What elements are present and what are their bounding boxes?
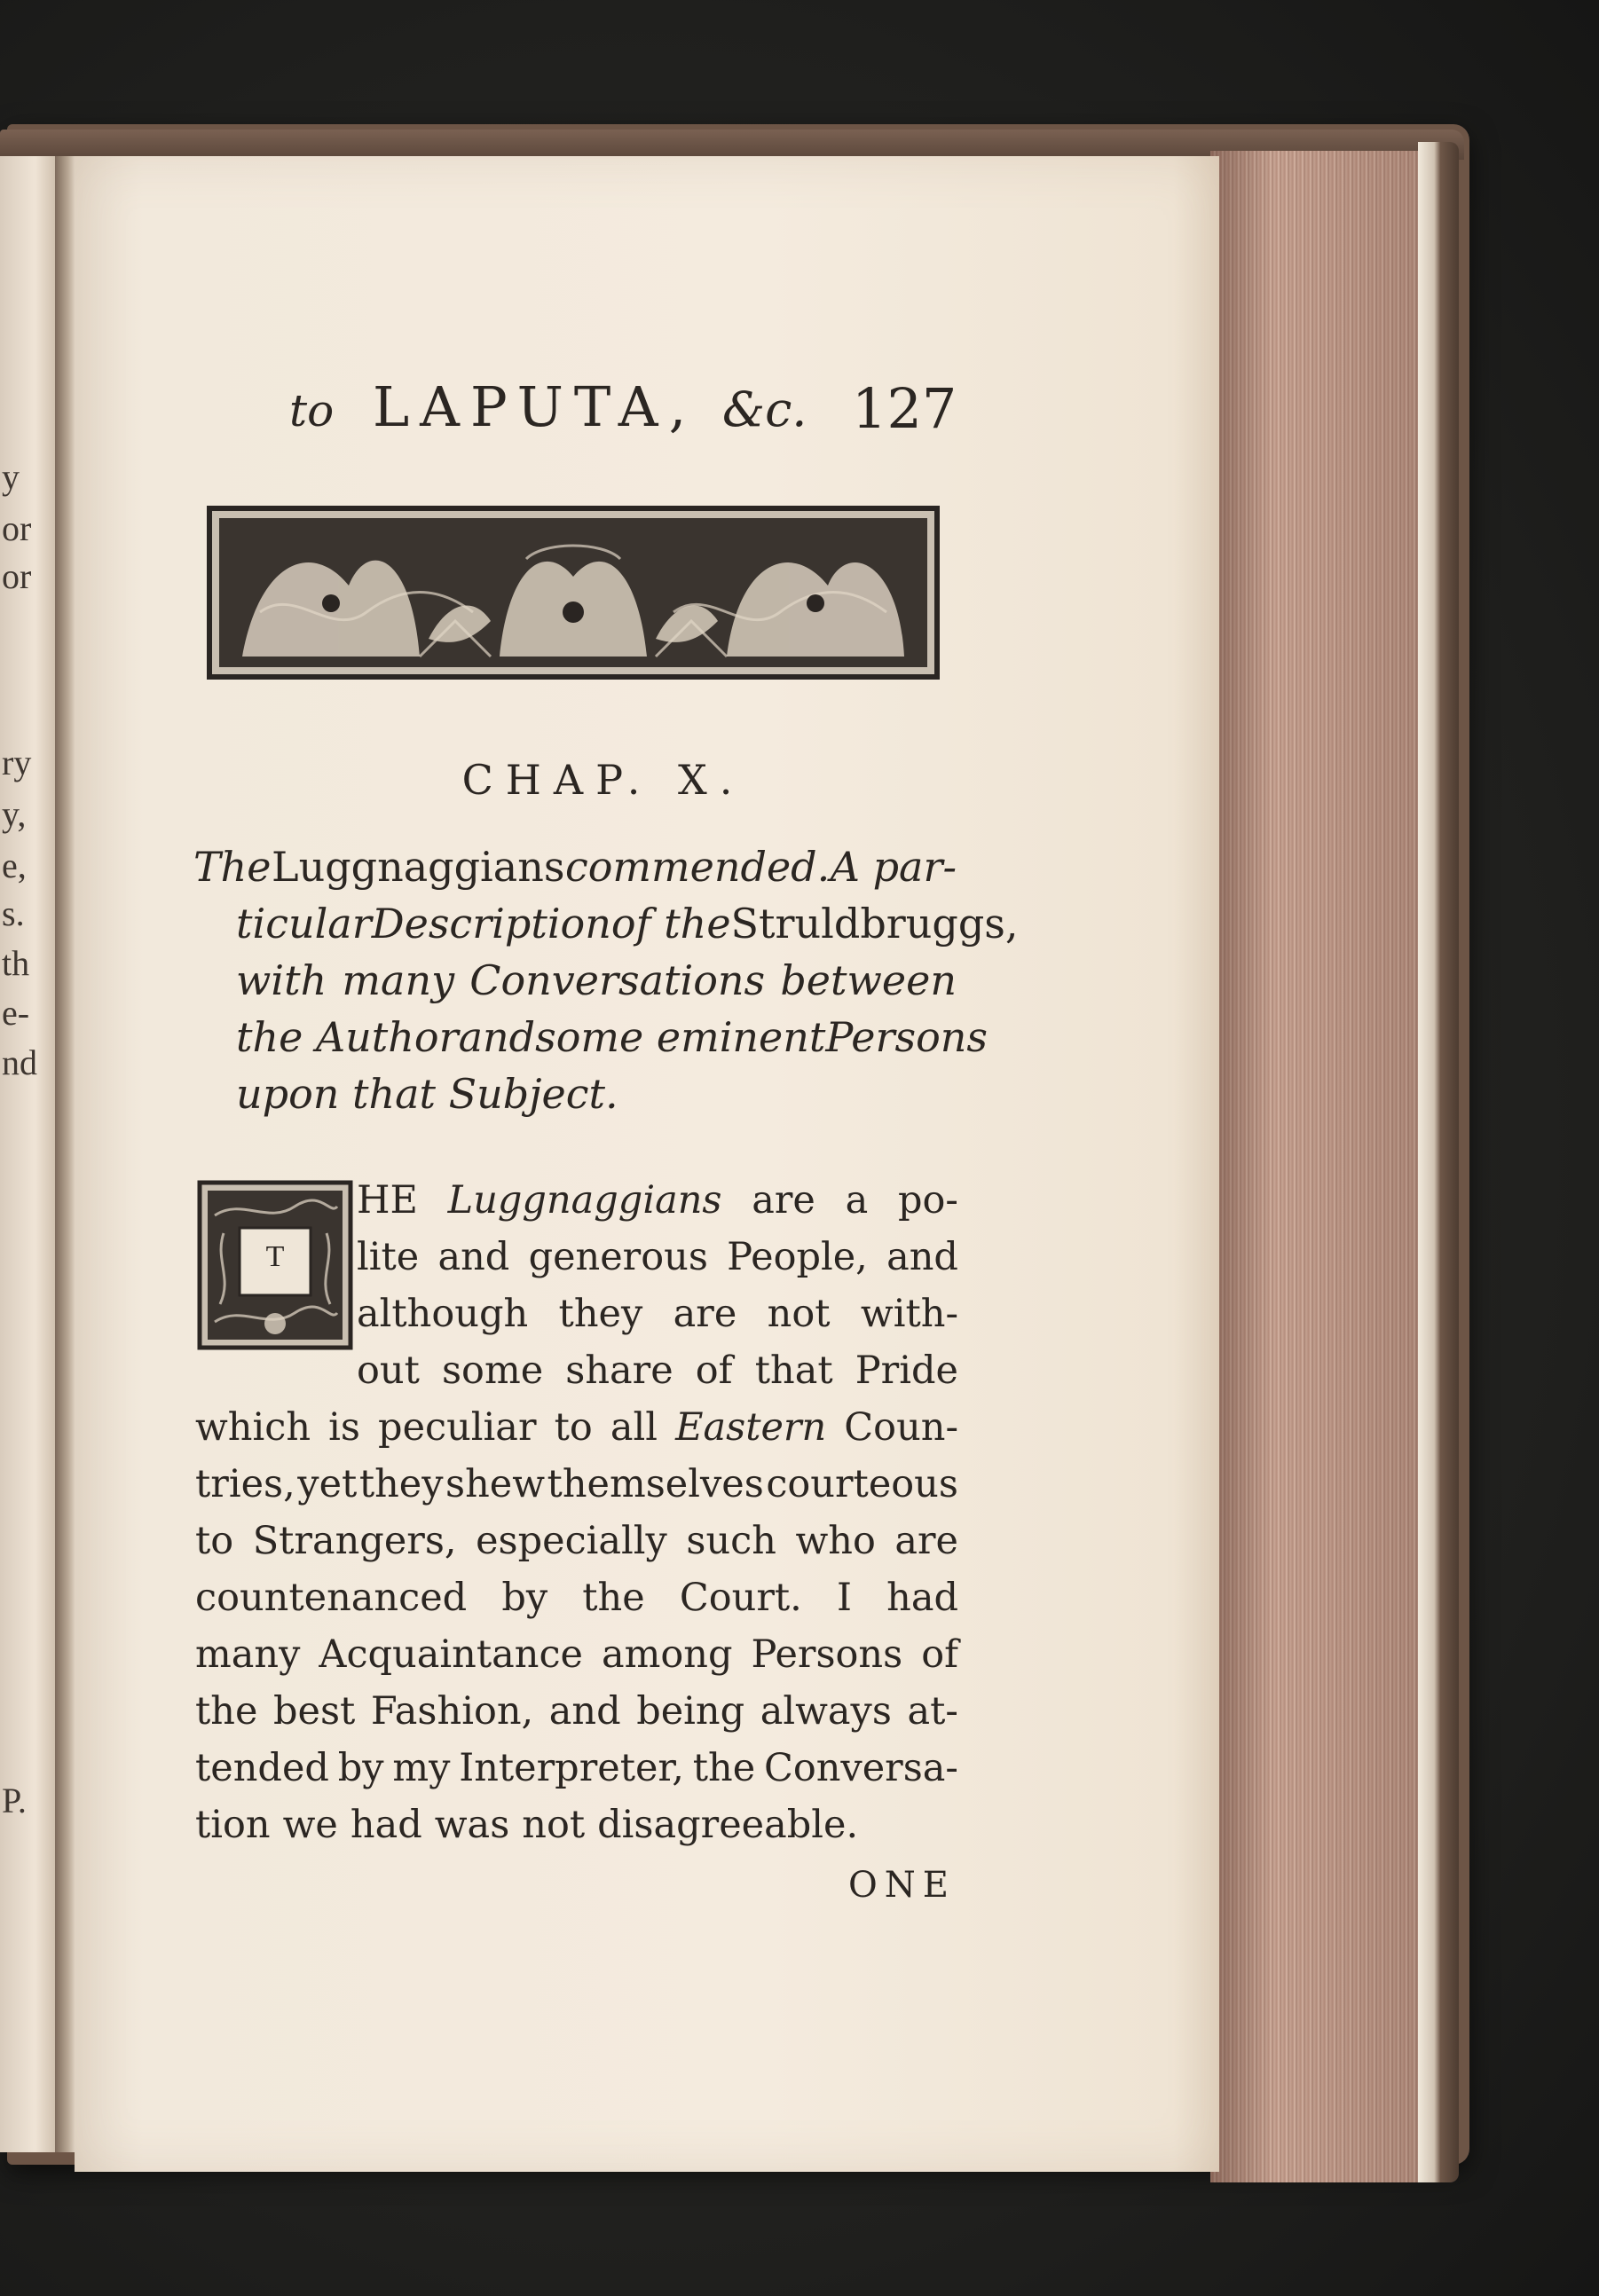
body-line: countenanced by the Court. I had	[195, 1576, 958, 1620]
chapter-heading: CHAP. X.	[461, 756, 745, 804]
left-page-text-fragment: ry	[2, 743, 32, 782]
body-line: tries, yet they shew themselves courteous	[195, 1462, 958, 1506]
summary-word: with	[236, 956, 327, 1004]
headpiece-ornament	[207, 506, 940, 680]
left-page-text-fragment: y,	[2, 794, 27, 834]
left-page-edge	[0, 156, 59, 2152]
summary-word: A par-	[830, 843, 957, 891]
body-line: lite and generous People, and	[357, 1235, 958, 1279]
catchword: ONE	[848, 1865, 956, 1906]
summary-word: of the	[610, 900, 731, 947]
summary-line	[236, 956, 957, 1015]
left-page-text-fragment: e-	[2, 993, 30, 1033]
body-line: which is peculiar to all Eastern Coun-	[195, 1405, 958, 1450]
summary-line	[236, 900, 1019, 958]
summary-word: Description	[371, 900, 611, 947]
summary-word: and	[458, 1013, 536, 1061]
fore-edge-shading	[1210, 151, 1423, 2182]
summary-line	[236, 1013, 989, 1072]
body-line: the best Fashion, and being always at-	[195, 1689, 958, 1734]
right-page	[75, 156, 1219, 2172]
summary-word: The	[193, 843, 272, 891]
summary-word: upon that Subject.	[236, 1070, 618, 1118]
dropcap-letter: T	[265, 1240, 285, 1273]
book-gutter	[55, 156, 76, 2152]
left-page-text-fragment: th	[2, 943, 30, 983]
left-page-text-fragment: e,	[2, 845, 27, 885]
summary-word: between	[780, 956, 957, 1004]
summary-word: Conversations	[469, 956, 766, 1004]
book-spine-band	[1418, 142, 1459, 2182]
header-etc: &c.	[722, 381, 807, 437]
left-page-text-fragment: or	[2, 556, 32, 596]
summary-word: commended.	[564, 843, 831, 891]
summary-word: Struldbruggs,	[730, 900, 1019, 947]
left-page-text-fragment: P.	[2, 1781, 27, 1820]
left-page-text-fragment: nd	[2, 1042, 37, 1082]
summary-word: many	[342, 956, 455, 1004]
summary-word: Luggnaggians	[272, 843, 565, 891]
summary-word: some eminent	[535, 1013, 826, 1061]
left-page-text-fragment: or	[2, 508, 32, 548]
summary-word: the Author	[236, 1013, 459, 1061]
header-prefix: to	[289, 385, 335, 436]
summary-line	[193, 843, 957, 901]
page-number: 127	[852, 376, 957, 441]
body-line: tion we had was not disagreeable.	[195, 1803, 859, 1847]
summary-line	[236, 1070, 957, 1128]
body-line: out some share of that Pride	[357, 1349, 958, 1393]
body-line: tended by my Interpreter, the Conversa-	[195, 1746, 958, 1790]
body-line: many Acquaintance among Persons of	[195, 1632, 958, 1677]
header-title: LAPUTA,	[373, 374, 697, 439]
summary-word: ticular	[236, 900, 372, 947]
summary-word: Persons	[825, 1013, 989, 1061]
left-page-text-fragment: y	[2, 457, 20, 497]
body-line: HE Luggnaggians are a po-	[357, 1178, 958, 1223]
running-header	[284, 369, 958, 440]
left-page-text-fragment: s.	[2, 893, 25, 933]
body-line: although they are not with-	[357, 1292, 958, 1336]
body-line: to Strangers, especially such who are	[195, 1519, 958, 1563]
